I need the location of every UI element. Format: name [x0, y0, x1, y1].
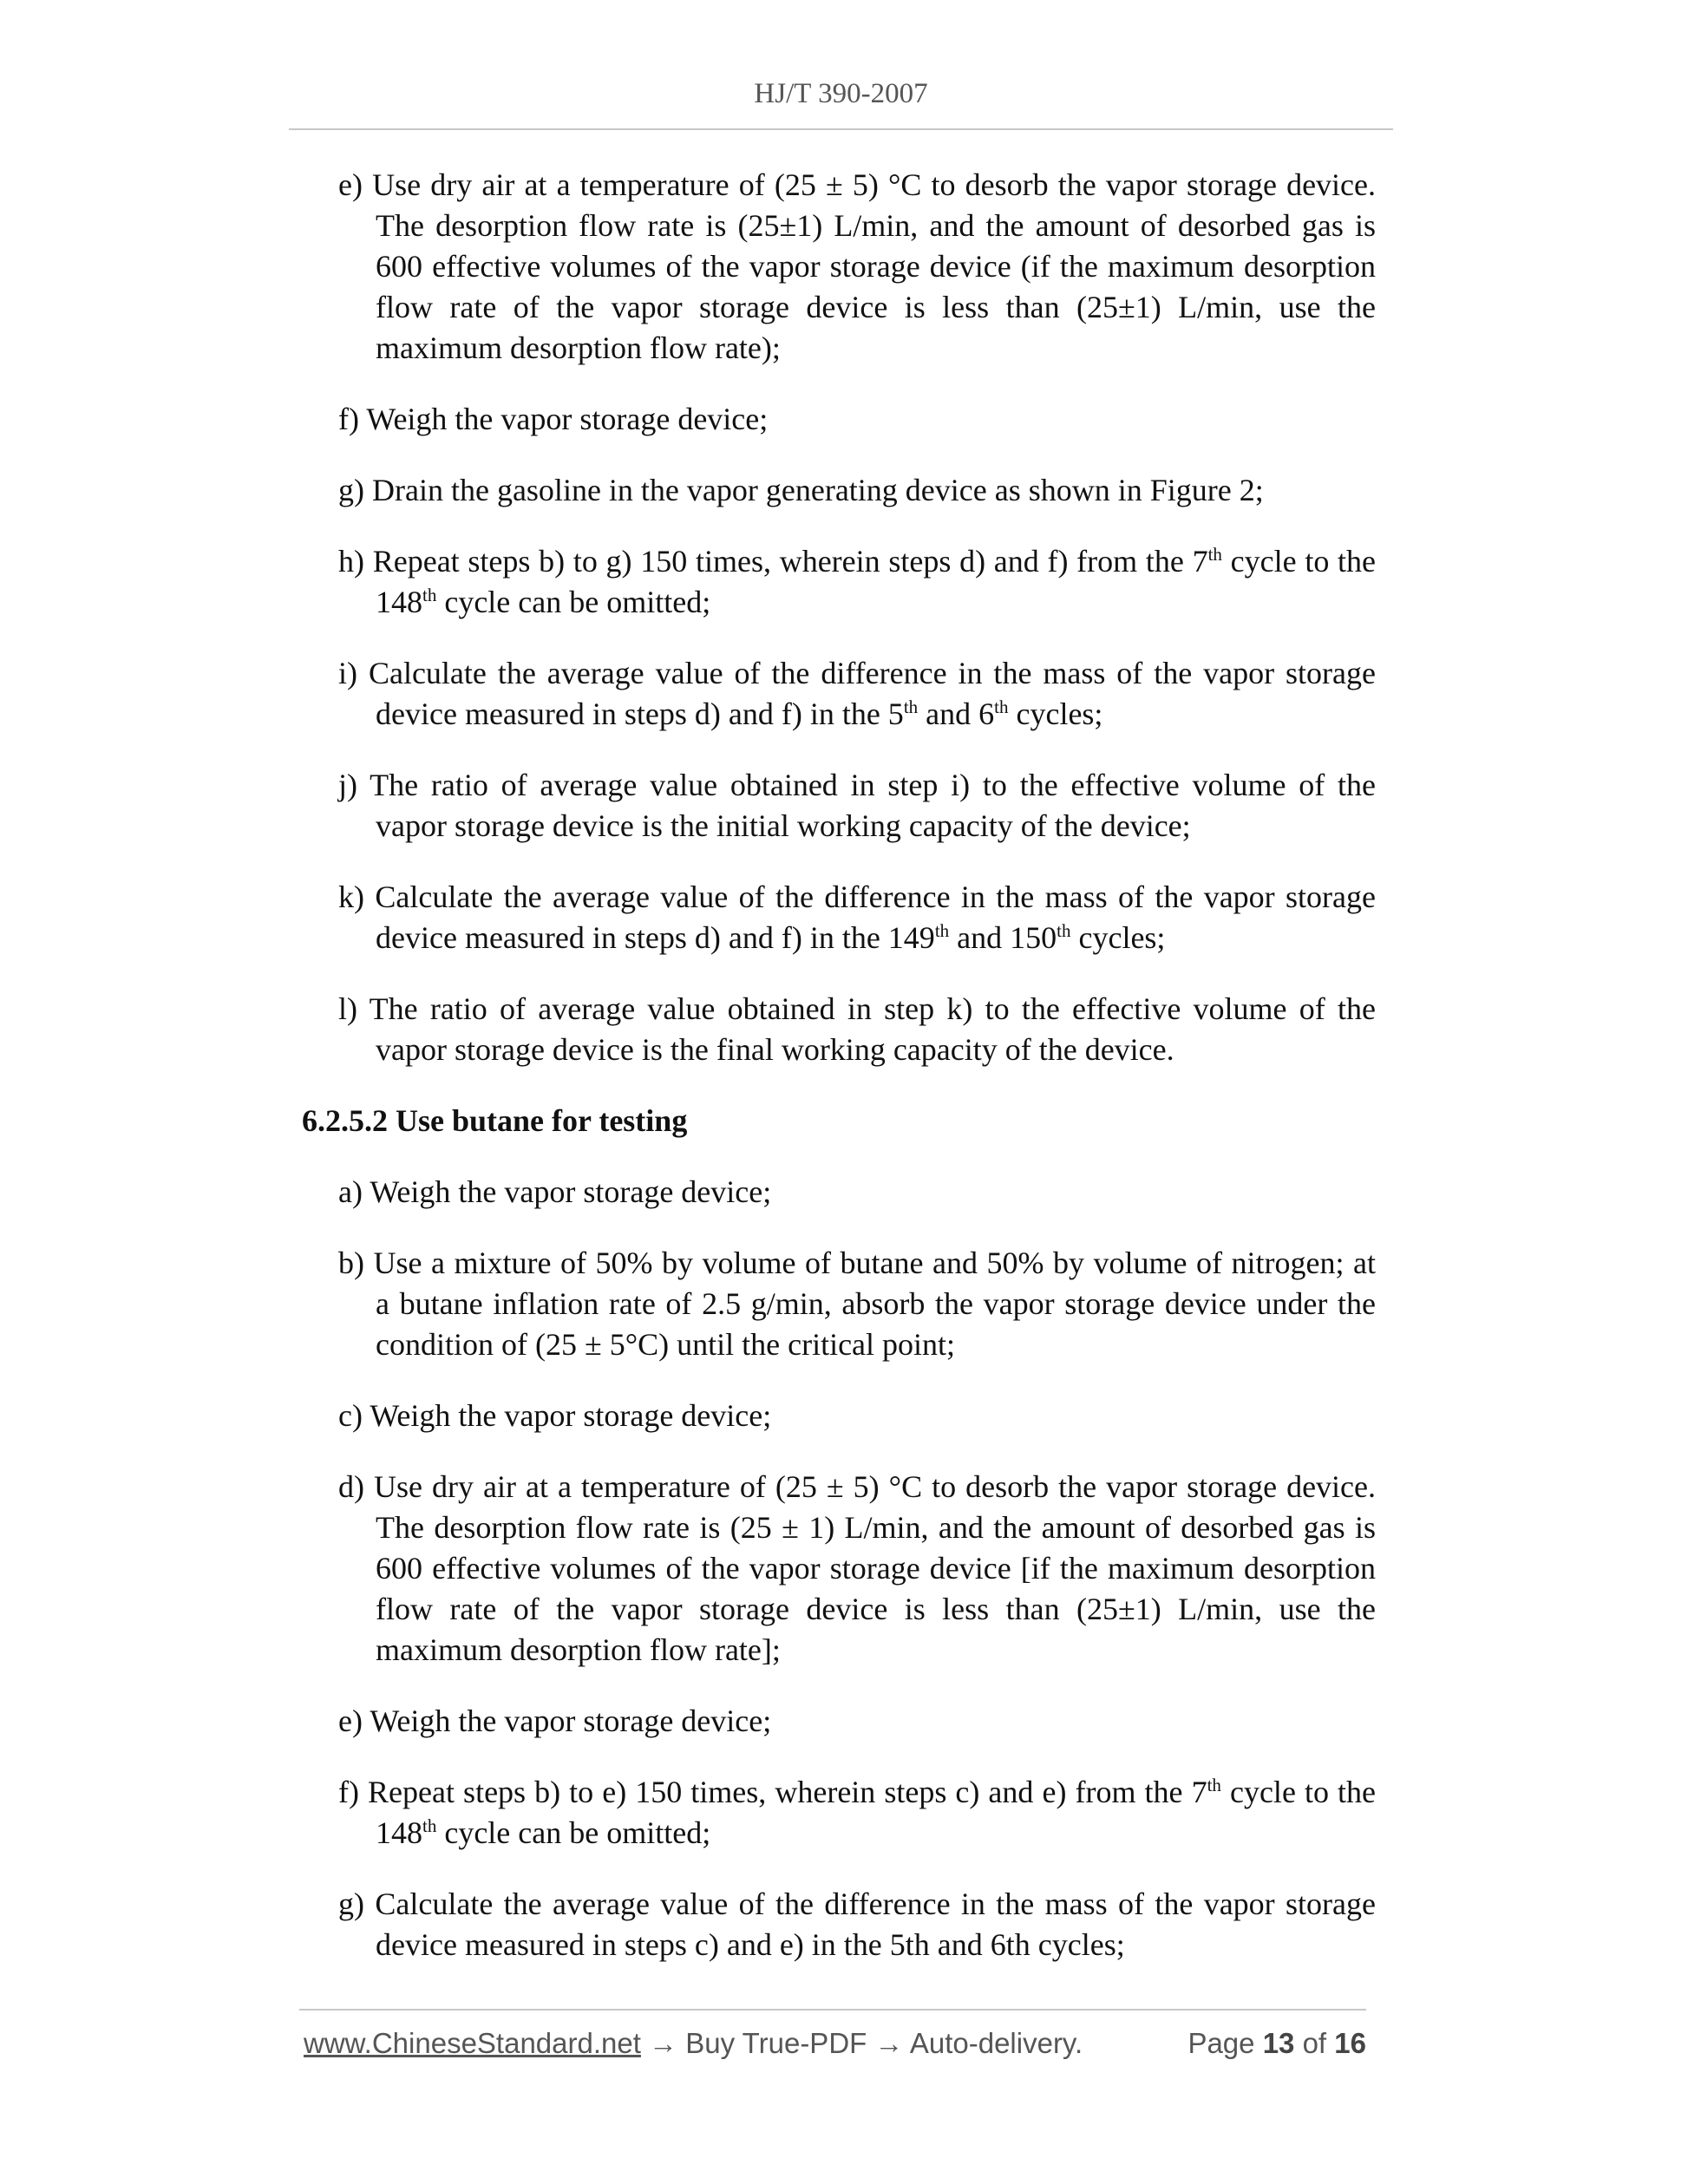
list-item	[338, 653, 1376, 735]
item-text: Calculate the average value of the difference in the mass of the vapor storage device measured in steps d) and f) in the 5	[368, 656, 1377, 731]
item-text: and 6	[918, 696, 995, 731]
superscript: th	[422, 585, 437, 605]
superscript: th	[422, 1815, 437, 1836]
list-item	[338, 1243, 1376, 1365]
list-item	[338, 1701, 1376, 1742]
list-item	[338, 765, 1376, 847]
item-text: cycle to the 148	[376, 544, 1377, 619]
list-item	[338, 541, 1376, 623]
item-text: Use a mixture of 50% by volume of butane and 50% by volume of nitrogen; at a butane inflation rate of 2.5 g/min, absorb the vapor storage device under the condition of (25 ± 5°C) until the critical point;	[373, 1246, 1377, 1362]
item-label: h)	[338, 544, 364, 579]
item-text: cycle can be omitted;	[436, 585, 711, 619]
list-item	[338, 877, 1376, 958]
list-item	[338, 1467, 1376, 1671]
footer-divider	[299, 2009, 1366, 2011]
item-label: g)	[338, 473, 364, 507]
item-label: c)	[338, 1398, 363, 1433]
item-text: Weigh the vapor storage device;	[366, 402, 769, 436]
list-item	[338, 1172, 1376, 1213]
item-text: Repeat steps b) to e) 150 times, wherein steps c) and e) from the 7	[368, 1775, 1207, 1809]
list-item	[338, 989, 1376, 1070]
header-divider	[289, 128, 1393, 130]
item-text: The ratio of average value obtained in step k) to the effective volume of the vapor storage device is the final working capacity of the device.	[369, 991, 1376, 1067]
item-label: g)	[338, 1886, 364, 1921]
item-label: j)	[338, 768, 357, 802]
item-text: Weigh the vapor storage device;	[370, 1398, 772, 1433]
item-label: e)	[338, 1703, 363, 1738]
item-text: Use dry air at a temperature of (25 ± 5) °C to desorb the vapor storage device. The desorption flow rate is (25 ± 1) L/min, and the amount of desorbed gas is 600 effective volumes of the vapor storage device [if the maximum desorption flow rate of the vapor storage device is less than (25±1) L/min, use the maximum desorption flow rate];	[374, 1469, 1377, 1667]
superscript: th	[903, 696, 919, 717]
page-word: Page	[1187, 2027, 1255, 2059]
list-item	[338, 165, 1376, 369]
superscript: th	[1057, 920, 1071, 941]
item-text: The ratio of average value obtained in step i) to the effective volume of the vapor storage device is the initial working capacity of the device;	[370, 768, 1376, 843]
list-item	[338, 1396, 1376, 1436]
item-text: Drain the gasoline in the vapor generating device as shown in Figure 2;	[372, 473, 1264, 507]
list-item	[338, 1884, 1376, 1965]
document-body	[302, 165, 1377, 1996]
item-text: cycle to the 148	[376, 1775, 1377, 1850]
list-item	[338, 399, 1376, 440]
item-text: cycles;	[1008, 696, 1103, 731]
section-heading: 6.2.5.2 Use butane for testing	[302, 1103, 688, 1138]
item-text: cycles;	[1070, 920, 1166, 955]
auto-delivery-text: Auto-delivery.	[909, 2027, 1083, 2059]
item-label: b)	[338, 1246, 364, 1280]
item-text: and 150	[949, 920, 1057, 955]
item-text: cycle can be omitted;	[436, 1815, 711, 1850]
item-label: f)	[338, 402, 359, 436]
superscript: th	[934, 920, 950, 941]
footer-promo	[304, 2027, 1083, 2060]
list-item	[338, 470, 1376, 511]
superscript: th	[994, 696, 1009, 717]
total-pages-number: 16	[1334, 2027, 1366, 2059]
list-item	[338, 1772, 1376, 1854]
item-text: Weigh the vapor storage device;	[370, 1174, 772, 1209]
superscript: th	[1207, 544, 1222, 565]
superscript: th	[1207, 1775, 1221, 1795]
item-label: l)	[338, 991, 357, 1026]
item-label: e)	[338, 167, 363, 202]
item-label: a)	[338, 1174, 363, 1209]
item-text: Calculate the average value of the difference in the mass of the vapor storage device measured in steps c) and e) in the 5th and 6th cycles;	[375, 1886, 1376, 1962]
arrow-icon: →	[867, 2027, 910, 2059]
page-indicator	[1187, 2027, 1366, 2060]
item-label: d)	[338, 1469, 364, 1504]
item-label: f)	[338, 1775, 359, 1809]
page-footer	[304, 2027, 1366, 2069]
item-label: k)	[338, 879, 364, 914]
item-text: Use dry air at a temperature of (25 ± 5) °C to desorb the vapor storage device. The desorption flow rate is (25±1) L/min, and the amount of desorbed gas is 600 effective volumes of the vapor storage device (if the maximum desorption flow rate of the vapor storage device is less than (25±1) L/min, use the maximum desorption flow rate);	[372, 167, 1377, 365]
of-word: of	[1302, 2027, 1327, 2059]
current-page-number: 13	[1262, 2027, 1295, 2059]
arrow-icon: →	[640, 2027, 686, 2059]
item-label: i)	[338, 656, 357, 690]
item-text: Calculate the average value of the difference in the mass of the vapor storage device measured in steps d) and f) in the 149	[375, 879, 1376, 955]
buy-true-pdf-text: Buy True-PDF	[685, 2027, 867, 2059]
document-header: HJ/T 390-2007	[754, 78, 928, 109]
item-text: Weigh the vapor storage device;	[370, 1703, 772, 1738]
website-link[interactable]: www.ChineseStandard.net	[304, 2027, 641, 2059]
item-text: Repeat steps b) to g) 150 times, wherein steps d) and f) from the 7	[372, 544, 1208, 579]
